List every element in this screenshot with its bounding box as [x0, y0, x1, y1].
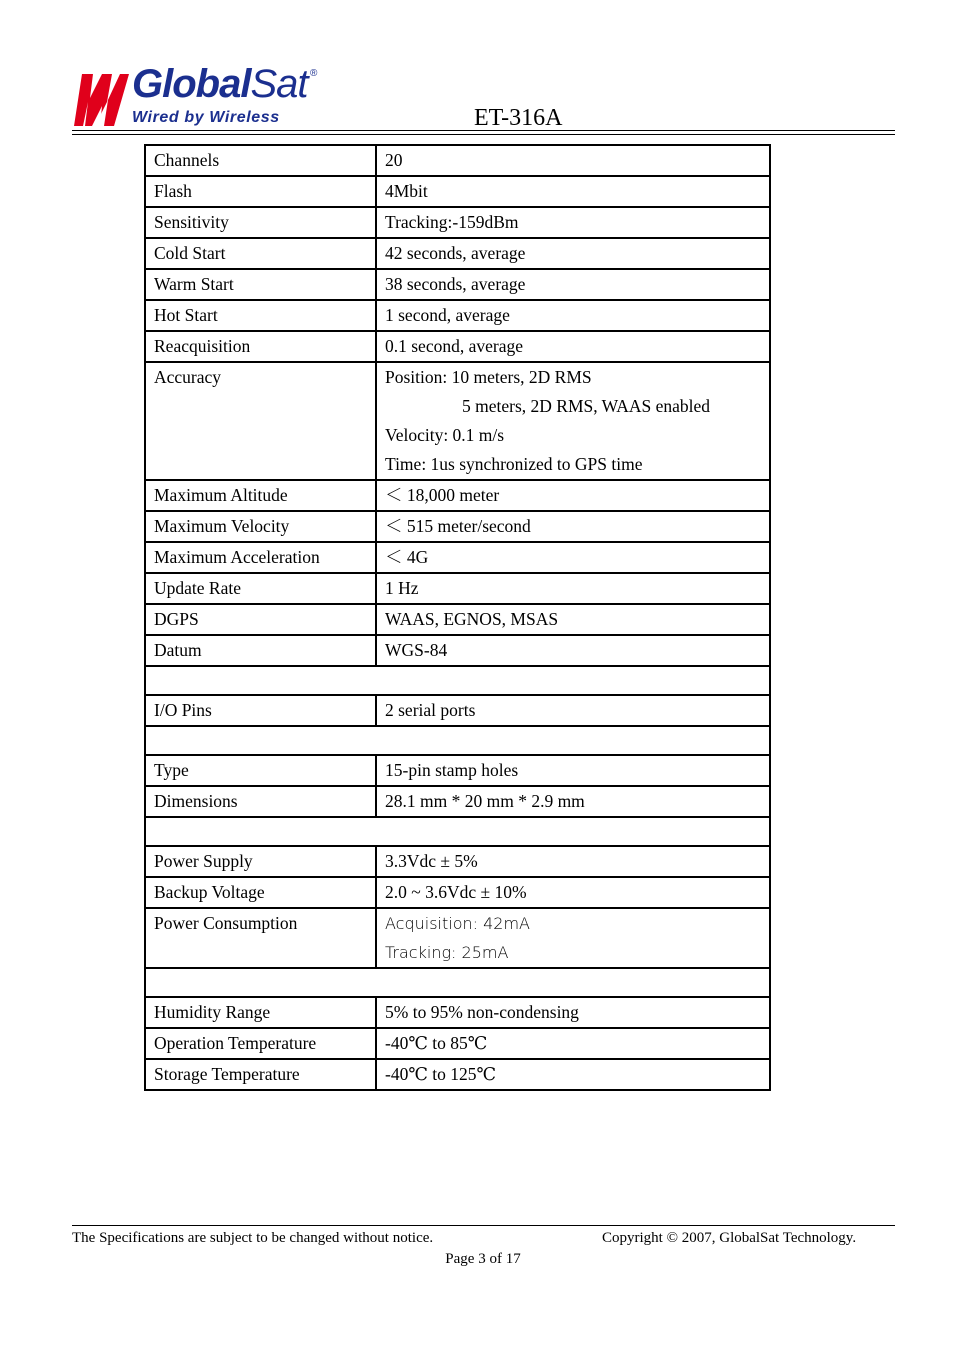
- footer-notice: The Specifications are subject to be changed without notice.: [72, 1230, 434, 1246]
- page-number: [0, 1251, 954, 1268]
- spec-value: [376, 362, 770, 480]
- globalsat-logo: [72, 62, 322, 130]
- spec-value: 0.1 second, average: [376, 331, 770, 362]
- spec-label: Backup Voltage: [145, 877, 376, 908]
- registered-mark: ®: [310, 68, 318, 79]
- table-row: [145, 997, 770, 1028]
- spec-label: Storage Temperature: [145, 1059, 376, 1090]
- spec-value-line: Time: 1us synchronized to GPS time: [385, 454, 643, 474]
- document-title: ET-316A: [474, 105, 563, 131]
- spec-value: ＜ 18,000 meter: [376, 480, 770, 511]
- spec-value: 5% to 95% non-condensing: [376, 997, 770, 1028]
- table-row: [145, 573, 770, 604]
- spec-value: ＜ 4G: [376, 542, 770, 573]
- spec-value: ＜ 515 meter/second: [376, 511, 770, 542]
- spec-value: -40℃ to 125℃: [376, 1059, 770, 1090]
- spec-value: 2 serial ports: [376, 695, 770, 726]
- table-row: [145, 635, 770, 666]
- table-row: [145, 269, 770, 300]
- table-row: [145, 238, 770, 269]
- section-separator: [145, 968, 770, 997]
- spec-value: WAAS, EGNOS, MSAS: [376, 604, 770, 635]
- table-row: [145, 207, 770, 238]
- spec-label: I/O Pins: [145, 695, 376, 726]
- spec-value-line: Tracking: 25mA: [385, 943, 509, 962]
- spec-value-line: Position: 10 meters, 2D RMS: [385, 367, 592, 387]
- table-row: [145, 300, 770, 331]
- spec-label: Dimensions: [145, 786, 376, 817]
- spec-label: Humidity Range: [145, 997, 376, 1028]
- spec-value: 42 seconds, average: [376, 238, 770, 269]
- spec-label: Warm Start: [145, 269, 376, 300]
- spec-value: -40℃ to 85℃: [376, 1028, 770, 1059]
- spec-label: Update Rate: [145, 573, 376, 604]
- spec-label: Sensitivity: [145, 207, 376, 238]
- footer-copyright: Copyright © 2007, GlobalSat Technology.: [602, 1230, 857, 1246]
- spec-label: Type: [145, 755, 376, 786]
- spec-value: 1 Hz: [376, 573, 770, 604]
- spec-label: Datum: [145, 635, 376, 666]
- section-separator: [145, 817, 770, 846]
- spec-value: 2.0 ~ 3.6Vdc ± 10%: [376, 877, 770, 908]
- table-row: [145, 755, 770, 786]
- logo-wordmark: GlobalSat: [132, 62, 308, 106]
- spec-label: Flash: [145, 176, 376, 207]
- spec-label: DGPS: [145, 604, 376, 635]
- spec-label: Hot Start: [145, 300, 376, 331]
- spec-label: Maximum Velocity: [145, 511, 376, 542]
- table-row: [145, 908, 770, 968]
- table-row: [145, 695, 770, 726]
- table-row: [145, 511, 770, 542]
- spec-value-line: 5 meters, 2D RMS, WAAS enabled: [462, 396, 711, 416]
- spec-label: Operation Temperature: [145, 1028, 376, 1059]
- spec-label: Reacquisition: [145, 331, 376, 362]
- table-row: [145, 362, 770, 480]
- table-row: [145, 846, 770, 877]
- spec-value: 4Mbit: [376, 176, 770, 207]
- spec-label: Maximum Acceleration: [145, 542, 376, 573]
- section-separator: [145, 726, 770, 755]
- footer-rule: [72, 1225, 895, 1226]
- spec-value: 3.3Vdc ± 5%: [376, 846, 770, 877]
- spec-value: 1 second, average: [376, 300, 770, 331]
- spec-value: WGS-84: [376, 635, 770, 666]
- table-row: [145, 1028, 770, 1059]
- spec-value-line: Velocity: 0.1 m/s: [385, 425, 505, 445]
- spec-label: Channels: [145, 145, 376, 176]
- section-separator-row: [145, 726, 770, 755]
- header-rule-bottom: [72, 134, 895, 135]
- spec-value: [376, 908, 770, 968]
- section-separator: [145, 666, 770, 695]
- section-separator-row: [145, 968, 770, 997]
- table-row: [145, 331, 770, 362]
- spec-value: 38 seconds, average: [376, 269, 770, 300]
- table-row: [145, 786, 770, 817]
- table-row: [145, 604, 770, 635]
- section-separator-row: [145, 817, 770, 846]
- spec-value: 28.1 mm * 20 mm * 2.9 mm: [376, 786, 770, 817]
- spec-label: Power Consumption: [145, 908, 376, 968]
- spec-label: Power Supply: [145, 846, 376, 877]
- header-rule-top: [72, 130, 895, 131]
- spec-value-line: Acquisition: 42mA: [385, 914, 530, 933]
- spec-table: [144, 144, 771, 1091]
- spec-label: Cold Start: [145, 238, 376, 269]
- page-number-text: Page 3 of 17: [445, 1251, 521, 1267]
- spec-label: Maximum Altitude: [145, 480, 376, 511]
- table-row: [145, 877, 770, 908]
- table-row: [145, 1059, 770, 1090]
- spec-value: 15-pin stamp holes: [376, 755, 770, 786]
- table-row: [145, 542, 770, 573]
- logo-tagline: Wired by Wireless: [132, 109, 280, 126]
- table-row: [145, 176, 770, 207]
- spec-value: 20: [376, 145, 770, 176]
- globalsat-w-mark-icon: [72, 68, 130, 128]
- spec-label: Accuracy: [145, 362, 376, 480]
- section-separator-row: [145, 666, 770, 695]
- spec-value: Tracking:-159dBm: [376, 207, 770, 238]
- table-row: [145, 480, 770, 511]
- table-row: [145, 145, 770, 176]
